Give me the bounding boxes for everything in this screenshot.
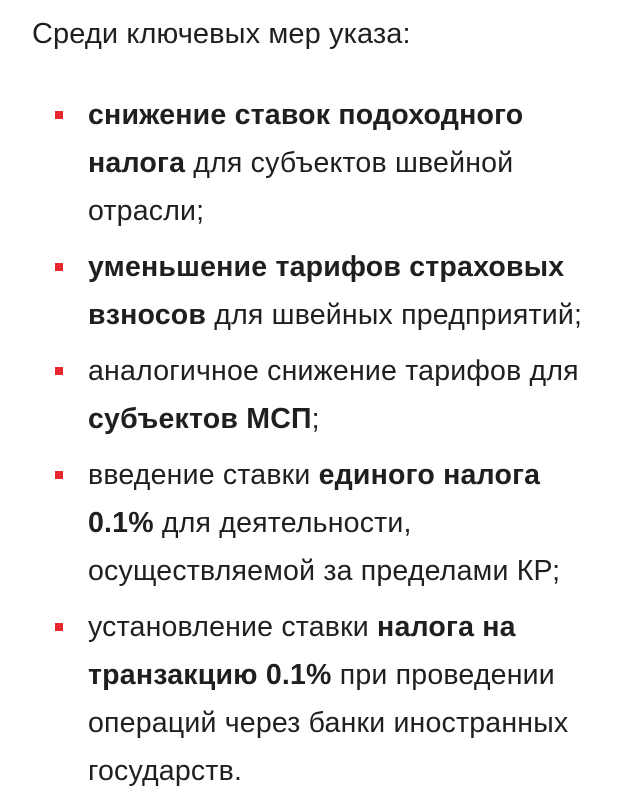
measure-text: для деятельности, осуществляемой за пределами КР; — [88, 507, 561, 587]
measure-text: при проведении операций через банки иностранных государств. — [88, 659, 569, 787]
list-item — [32, 91, 612, 235]
measure-bold: субъектов МСП — [88, 403, 312, 435]
square-bullet-icon — [55, 471, 63, 479]
list-item — [32, 347, 612, 443]
list-item — [32, 243, 612, 339]
measure-bold: снижение ставок подоходного налога — [88, 99, 524, 179]
measure-bold: единого налога 0.1% — [88, 459, 541, 539]
list-item — [32, 603, 612, 795]
square-bullet-icon — [55, 367, 63, 375]
measure-bold: налога на транзакцию 0.1% — [88, 611, 516, 691]
measure-prefix: аналогичное снижение тарифов для — [88, 355, 579, 387]
measure-prefix: введение ставки — [88, 459, 319, 491]
measure-text: для швейных предприятий; — [206, 299, 583, 331]
measure-bold: уменьшение тарифов страховых взносов — [88, 251, 565, 331]
square-bullet-icon — [55, 111, 63, 119]
measure-prefix: установление ставки — [88, 611, 378, 643]
square-bullet-icon — [55, 623, 63, 631]
measures-list — [32, 91, 612, 795]
list-item — [32, 451, 612, 595]
measure-text: для субъектов швейной отрасли; — [88, 147, 514, 227]
square-bullet-icon — [55, 263, 63, 271]
measure-text: ; — [311, 403, 320, 435]
intro-text: Среди ключевых мер указа: — [32, 18, 411, 50]
